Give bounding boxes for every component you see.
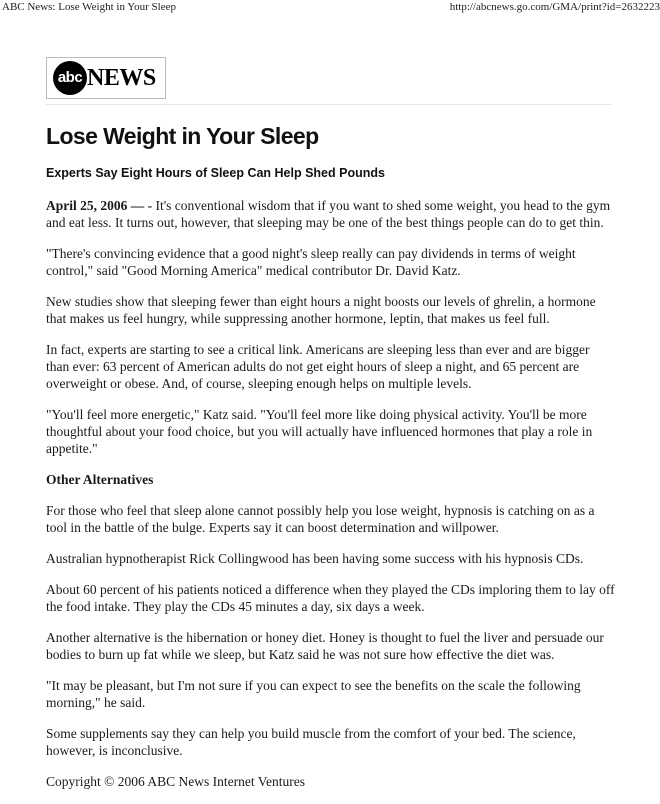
article-paragraph: "It may be pleasant, but I'm not sure if you can expect to see the benefits on the scale the following morning," he said. bbox=[46, 678, 581, 710]
article-paragraph: "There's convincing evidence that a good night's sleep really can pay dividends in terms of weight control," said "Good Morning America" medical contributor Dr. David Katz. bbox=[46, 246, 576, 278]
article-paragraph: "You'll feel more energetic," Katz said. "You'll feel more like doing physical activity. You'll be more thoughtful about your food choice, but you will actually have influenced hormones that play a role in appetite." bbox=[46, 407, 593, 456]
article-paragraph: New studies show that sleeping fewer than eight hours a night boosts our levels of ghrelin, a hormone that makes us feel hungry, while suppressing another hormone, leptin, that makes us feel full. bbox=[46, 294, 596, 326]
article-paragraph: About 60 percent of his patients noticed a difference when they played the CDs imploring them to lay off the food intake. They play the CDs 45 minutes a day, six days a week. bbox=[46, 582, 615, 614]
article-dateline: April 25, 2006 — - bbox=[46, 198, 153, 213]
article-headline: Lose Weight in Your Sleep bbox=[46, 123, 319, 149]
copyright-notice: Copyright © 2006 ABC News Internet Ventures bbox=[46, 774, 305, 789]
article-paragraph-text: It's conventional wisdom that if you want to shed some weight, you head to the gym and eat less. It turns out, however, that sleeping may be one of the best things people can do to get thin. bbox=[46, 198, 611, 230]
abc-logo-icon: abc bbox=[53, 61, 87, 95]
article-subhead: Experts Say Eight Hours of Sleep Can Help Shed Pounds bbox=[46, 166, 385, 180]
section-heading: Other Alternatives bbox=[46, 472, 154, 487]
article-paragraph: Some supplements say they can help you build muscle from the comfort of your bed. The science, however, is inconclusive. bbox=[46, 726, 576, 758]
article-paragraph: In fact, experts are starting to see a critical link. Americans are sleeping less than ever and are bigger than ever: 63 percent of American adults do not get eight hours of sleep a night, and 65 percent are overweight or obese. And, of course, sleeping enough helps on multiple levels. bbox=[46, 342, 590, 391]
abc-news-logo[interactable] bbox=[46, 57, 166, 99]
header-divider bbox=[46, 104, 612, 105]
print-page-title: ABC News: Lose Weight in Your Sleep bbox=[2, 1, 176, 13]
article-paragraph: Another alternative is the hibernation or honey diet. Honey is thought to fuel the liver and persuade our bodies to burn up fat while we sleep, but Katz said he was not sure how effective the diet was. bbox=[46, 630, 604, 662]
article-paragraph: Australian hypnotherapist Rick Collingwood has been having some success with his hypnosis CDs. bbox=[46, 551, 584, 566]
print-header bbox=[0, 0, 660, 14]
news-wordmark: NEWS bbox=[87, 65, 156, 91]
article-paragraph: For those who feel that sleep alone cannot possibly help you lose weight, hypnosis is catching on as a tool in the battle of the bulge. Experts say it can boost determination and willpower. bbox=[46, 503, 595, 535]
article-paragraph bbox=[46, 197, 616, 231]
article-body bbox=[46, 197, 616, 804]
print-page-url[interactable]: http://abcnews.go.com/GMA/print?id=2632223 bbox=[449, 1, 660, 13]
